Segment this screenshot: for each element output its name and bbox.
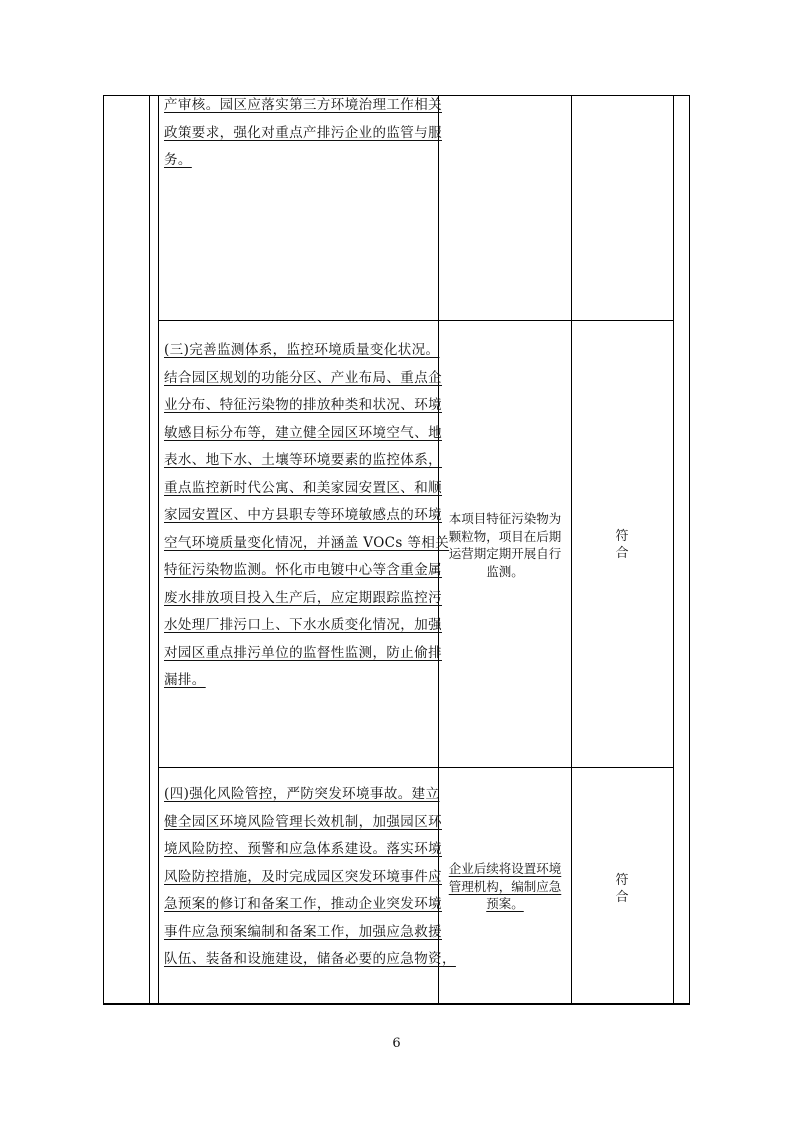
measure-line: 管理机构，编制应急 xyxy=(448,878,562,894)
result-cell-row-2 xyxy=(572,528,672,562)
requirement-line: 产审核。园区应落实第三方环境治理工作相关 xyxy=(164,97,442,113)
requirement-line: 健全园区环境风险管理长效机制，加强园区环 xyxy=(164,813,442,830)
requirement-line: 队伍、装备和设施建设，储备必要的应急物资， xyxy=(164,951,456,967)
table-border-left xyxy=(103,95,104,1005)
requirement-line: 结合园区规划的功能分区、产业布局、重点企 xyxy=(164,369,442,386)
measure-line: 颗粒物，项目在后期 xyxy=(448,528,562,544)
measure-line: 企业后续将设置环境 xyxy=(448,861,562,876)
requirement-line: 务。 xyxy=(164,152,192,168)
row-divider xyxy=(158,320,674,321)
requirement-line: 漏排。 xyxy=(164,672,206,688)
requirement-line: 风险防控措施，及时完成园区突发环境事件应 xyxy=(164,868,442,885)
requirement-line: 空气环境质量变化情况，并涵盖 VOCs 等相关 xyxy=(164,534,450,551)
measure-line: 预案。 xyxy=(486,896,524,911)
requirement-cell-row-3 xyxy=(164,781,456,974)
requirement-line: 家园安置区、中方县职专等环境敏感点的环境 xyxy=(164,507,442,523)
requirement-line: 废水排放项目投入生产后，应定期跟踪监控污 xyxy=(164,589,442,606)
table-border-right xyxy=(689,95,690,1005)
column-divider xyxy=(149,95,150,1005)
requirement-line: (四)强化风险管控，严防突发环境事故。建立 xyxy=(164,786,440,802)
measure-cell-row-2 xyxy=(439,510,571,580)
measure-cell-row-3 xyxy=(439,860,571,913)
column-divider xyxy=(158,95,159,1005)
result-char: 符 xyxy=(615,529,629,544)
requirement-line: 业分布、特征污染物的排放种类和状况、环境 xyxy=(164,397,442,413)
result-char: 合 xyxy=(615,890,629,905)
measure-line: 运营期定期开展自行 xyxy=(448,546,562,561)
requirement-line: 境风险防控、预警和应急体系建设。落实环境 xyxy=(164,841,442,857)
result-char: 符 xyxy=(615,873,629,888)
requirement-line: 事件应急预案编制和备案工作，加强应急救援 xyxy=(164,923,442,940)
requirement-line: 对园区重点排污单位的监督性监测，防止偷排 xyxy=(164,644,442,661)
requirement-cell-row-2 xyxy=(164,337,449,695)
requirement-line: 重点监控新时代公寓、和美家园安置区、和顺 xyxy=(164,479,442,496)
requirement-line: (三)完善监测体系，监控环境质量变化状况。 xyxy=(164,342,440,358)
requirement-line: 特征污染物监测。怀化市电镀中心等含重金属 xyxy=(164,562,442,578)
requirement-cell-row-1 xyxy=(164,92,442,175)
requirement-line: 政策要求，强化对重点产排污企业的监管与服 xyxy=(164,124,442,141)
requirement-line: 表水、地下水、土壤等环境要素的监控体系， xyxy=(164,452,442,468)
requirement-line: 急预案的修订和备案工作，推动企业突发环境 xyxy=(164,896,442,912)
measure-line: 监测。 xyxy=(486,563,524,579)
page-number: 6 xyxy=(392,1036,401,1051)
requirement-line: 敏感目标分布等，建立健全园区环境空气、地 xyxy=(164,424,442,441)
column-divider xyxy=(673,95,674,1005)
result-char: 合 xyxy=(615,546,629,561)
row-divider xyxy=(158,767,674,768)
requirement-line: 水处理厂排污口上、下水水质变化情况，加强 xyxy=(164,617,442,633)
table-border-bottom xyxy=(103,1003,690,1005)
measure-line: 本项目特征污染物为 xyxy=(448,511,562,526)
result-cell-row-3 xyxy=(572,872,672,906)
